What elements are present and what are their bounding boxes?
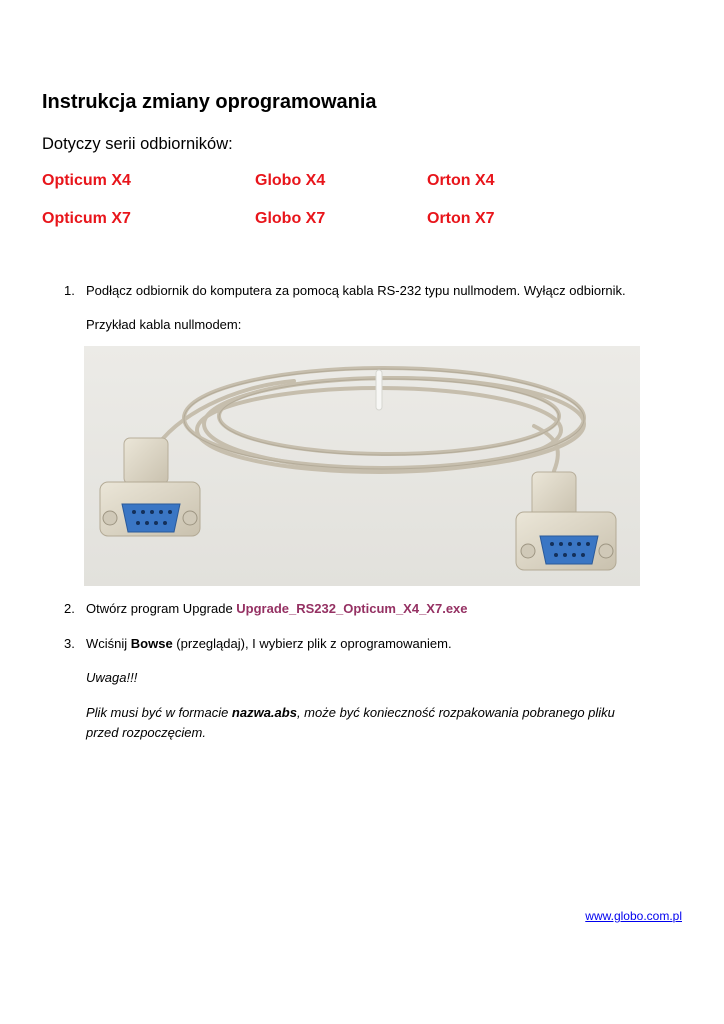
upgrade-filename: Upgrade_RS232_Opticum_X4_X7.exe	[236, 601, 468, 616]
step-number: 1.	[64, 283, 75, 298]
series-subtitle: Dotyczy serii odbiorników:	[42, 135, 233, 153]
warning-heading: Uwaga!!!	[86, 670, 138, 685]
step-text-before: Wciśnij	[86, 636, 131, 651]
step-text-after: (przeglądaj), I wybierz plik z oprogramowaniem.	[172, 636, 452, 651]
step-text: Podłącz odbiornik do komputera za pomocą kabla RS-232 typu nullmodem. Wyłącz odbiornik.	[86, 283, 626, 298]
model-globo-x4: Globo X4	[255, 172, 326, 189]
model-list	[42, 170, 682, 240]
model-orton-x4: Orton X4	[427, 172, 495, 189]
step-text	[86, 600, 468, 618]
nullmodem-cable-photo	[84, 346, 640, 586]
step-number: 3.	[64, 636, 75, 651]
warning-text-before: Plik musi być w formacie	[86, 705, 232, 720]
file-format-name: nazwa.abs	[231, 705, 297, 720]
model-globo-x7: Globo X7	[255, 210, 326, 227]
cable-example-label: Przykład kabla nullmodem:	[86, 317, 242, 332]
step-number: 2.	[64, 601, 75, 616]
model-orton-x7: Orton X7	[427, 210, 495, 227]
model-opticum-x7: Opticum X7	[42, 210, 131, 227]
warning-text-after: , może być konieczność rozpakowania pobranego pliku	[296, 705, 615, 720]
browse-word: Bowse	[130, 636, 173, 651]
model-opticum-x4: Opticum X4	[42, 172, 131, 189]
warning-line-2: przed rozpoczęciem.	[86, 725, 206, 740]
warning-line-1	[86, 704, 615, 722]
document-title: Instrukcja zmiany oprogramowania	[42, 91, 377, 113]
step-text	[86, 635, 452, 653]
step-text-prefix: Otwórz program Upgrade	[86, 601, 237, 616]
website-link[interactable]: www.globo.com.pl	[585, 909, 682, 923]
